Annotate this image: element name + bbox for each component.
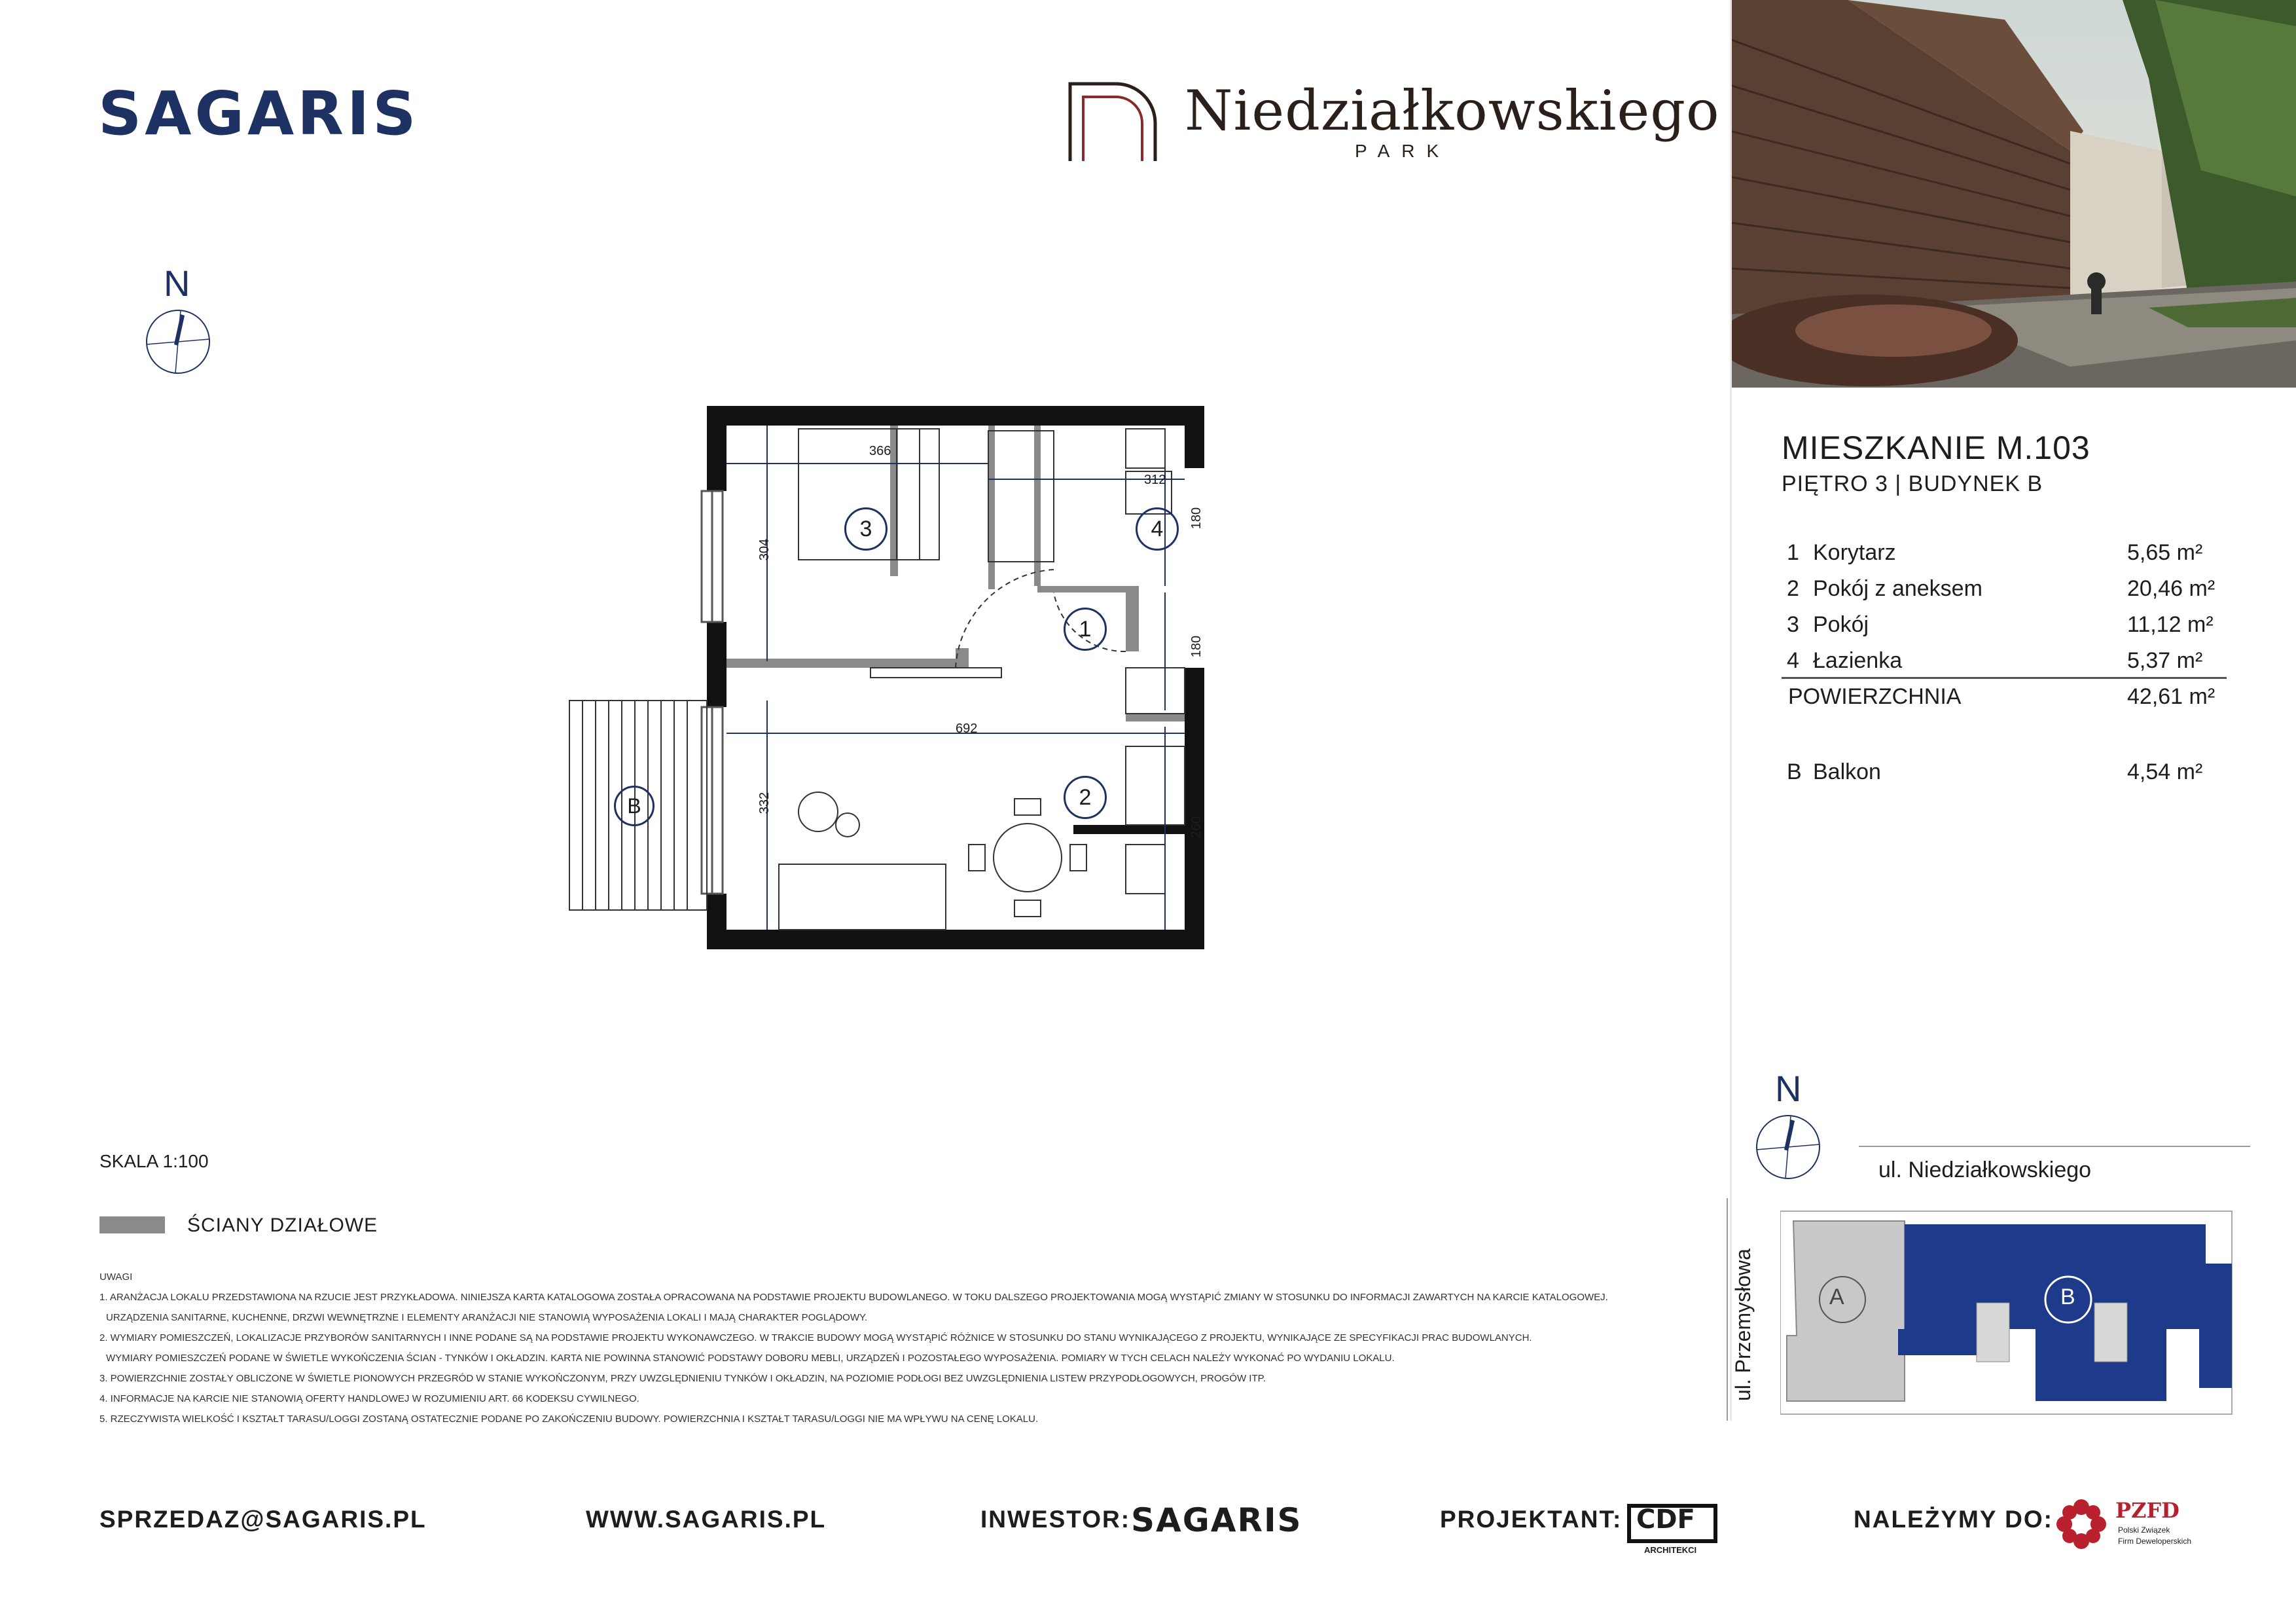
park-logo-icon (1064, 77, 1162, 162)
pzfd-sub-2: Firm Deweloperskich (2118, 1537, 2192, 1546)
room-label-2: 2 (1064, 776, 1107, 819)
room-number: 1 (1787, 540, 1799, 565)
legend-label: ŚCIANY DZIAŁOWE (187, 1214, 378, 1236)
dim-366: 366 (869, 444, 891, 458)
building-rendering-image (1730, 0, 2296, 388)
compass-icon (144, 308, 212, 376)
building-a-label: A (1829, 1285, 1844, 1309)
floor-plan (556, 406, 1309, 949)
site-compass-icon (1754, 1113, 1822, 1181)
pzfd-logo: PZFD (2115, 1498, 2179, 1523)
notes (99, 1267, 1670, 1429)
balcony-row (1787, 759, 2232, 792)
dim-332: 332 (757, 792, 772, 814)
dim-180-a: 180 (1189, 507, 1204, 530)
room-area: 5,37 m² (2127, 648, 2203, 673)
dim-692: 692 (956, 721, 978, 736)
site-compass-label: N (1775, 1068, 1802, 1109)
designer-logo: CDF (1636, 1504, 1695, 1535)
footer-email[interactable]: SPRZEDAZ@SAGARIS.PL (99, 1506, 427, 1533)
dim-260: 260 (1189, 816, 1204, 839)
dim-312: 312 (1144, 473, 1166, 487)
compass-label: N (164, 263, 190, 304)
note-line: URZĄDZENIA SANITARNE, KUCHENNE, DRZWI WEWNĘTRZNE I ELEMENTY ARANŻACJI NIE STANOWIĄ WYPOSAŻENIA LOKALI I MAJĄ CHARAKTER POGLĄDOWY. (106, 1312, 868, 1323)
street-name-west: ul. Przemysłowa (1731, 1249, 1755, 1401)
apartment-title: MIESZKANIE M.103 (1782, 429, 2090, 466)
total-row (1788, 684, 2233, 717)
room-label-4: 4 (1136, 507, 1179, 551)
room-row (1787, 576, 2232, 609)
note-line: 3. POWIERZCHNIE ZOSTAŁY OBLICZONE W ŚWIETLE PIONOWYCH PRZEGRÓD W STANIE WYKOŃCZONYM, PRZY UWZGLĘDNIENIU TYNKÓW I OKŁADZIN, NA POZIOMIE PODŁOGI BEZ UWZGLĘDNIENIA LISTEW PRZYPODŁOGOWYCH, PROGÓW ITP. (99, 1373, 1266, 1384)
room-area: 20,46 m² (2127, 576, 2215, 601)
room-number: 2 (1787, 576, 1799, 601)
room-number: 4 (1787, 648, 1799, 673)
total-label: POWIERZCHNIA (1788, 684, 1962, 709)
note-line: 1. ARANŻACJA LOKALU PRZEDSTAWIONA NA RZUCIE JEST PRZYKŁADOWA. NINIEJSZA KARTA KATALOGOWA ZOSTAŁA OPRACOWANA NA PODSTAWIE PROJEKTU BUDOWLANEGO. W TOKU DALSZEGO PROJEKTOWANIA MOGĄ WYSTĄPIĆ ZMIANY W STOSUNKU DO INFORMACJI ZAWARTYCH NA KARCIE KATALOGOWEJ. (99, 1292, 1608, 1303)
room-name: Pokój z aneksem (1813, 576, 1982, 601)
room-row (1787, 540, 2232, 573)
note-line: WYMIARY POMIESZCZEŃ PODANE W ŚWIETLE WYKOŃCZENIA ŚCIAN - TYNKÓW I OKŁADZIN. KARTA NIE POWINNA STANOWIĆ PODSTAWY DOBORU MEBLI, URZĄDZEŃ I POZOSTAŁEGO WYPOSAŻENIA. POMIARY W TYCH CELACH NALEŻY WYKONAĆ PO WYDANIU LOKALU. (106, 1353, 1395, 1364)
legend-swatch (99, 1216, 165, 1233)
balcony-number: B (1787, 759, 1802, 784)
room-name: Korytarz (1813, 540, 1896, 565)
street-line (1727, 1198, 1728, 1421)
panel-divider (1730, 0, 1732, 1421)
project-subtitle: PARK (1355, 141, 1451, 161)
investor-label: INWESTOR: (980, 1506, 1131, 1533)
room-name: Pokój (1813, 612, 1869, 637)
dim-180-b: 180 (1189, 635, 1204, 658)
building-b-label: B (2060, 1285, 2075, 1309)
notes-heading: UWAGI (99, 1271, 133, 1283)
footer-website[interactable]: WWW.SAGARIS.PL (586, 1506, 827, 1533)
apartment-subtitle: PIĘTRO 3 | BUDYNEK B (1782, 471, 2043, 496)
street-name-north: ul. Niedziałkowskiego (1878, 1158, 2092, 1182)
room-lines (779, 429, 1185, 930)
balcony-area: 4,54 m² (2127, 759, 2203, 784)
room-row (1787, 612, 2232, 645)
total-area: 42,61 m² (2127, 684, 2215, 709)
investor-logo: SAGARIS (1131, 1501, 1302, 1539)
designer-label: PROJEKTANT: (1440, 1506, 1623, 1533)
project-title: Niedziałkowskiego (1185, 79, 1720, 143)
sagaris-logo: SAGARIS (98, 79, 420, 149)
note-line: 5. RZECZYWISTA WIELKOŚĆ I KSZTAŁT TARASU/LOGGI ZOSTANĄ OSTATECZNIE PODANE PO ZAKOŃCZENIU BUDOWY. POWIERZCHNIA I KSZTAŁT TARASU/LOGGI NIE MA WPŁYWU NA CENĘ LOKALU. (99, 1413, 1039, 1425)
member-label: NALEŻYMY DO: (1854, 1506, 2053, 1533)
room-area: 11,12 m² (2127, 612, 2214, 637)
dim-304: 304 (757, 538, 772, 561)
total-divider (1782, 677, 2227, 679)
site-plan (1780, 1205, 2238, 1421)
designer-logo-sub: ARCHITEKCI (1644, 1545, 1697, 1555)
note-line: 4. INFORMACJE NA KARCIE NIE STANOWIĄ OFERTY HANDLOWEJ W ROZUMIENIU ART. 66 KODEKSU CYWILNEGO. (99, 1393, 639, 1404)
pzfd-sub-1: Polski Związek (2118, 1525, 2170, 1535)
note-line: 2. WYMIARY POMIESZCZEŃ, LOKALIZACJE PRZYBORÓW SANITARNYCH I INNE PODANE SĄ NA PODSTAWIE PROJEKTU WYKONAWCZEGO. W TRAKCIE BUDOWY MOGĄ WYSTĄPIĆ RÓŻNICE W STOSUNKU DO STANU WYNIKAJĄCEGO Z PROJEKTU, WYNIKAJĄCE ZE SPECYFIKACJI PRAC BUDOWLANYCH. (99, 1332, 1532, 1343)
room-label-3: 3 (844, 507, 888, 551)
balcony-name: Balkon (1813, 759, 1881, 784)
room-label-1: 1 (1064, 608, 1107, 651)
room-area: 5,65 m² (2127, 540, 2203, 565)
street-line (1859, 1146, 2250, 1147)
scale-label: SKALA 1:100 (99, 1151, 209, 1171)
room-number: 3 (1787, 612, 1799, 637)
room-row (1787, 648, 2232, 681)
room-label-balcony: B (614, 786, 655, 826)
room-name: Łazienka (1813, 648, 1903, 673)
pzfd-flower-icon (2055, 1498, 2108, 1550)
